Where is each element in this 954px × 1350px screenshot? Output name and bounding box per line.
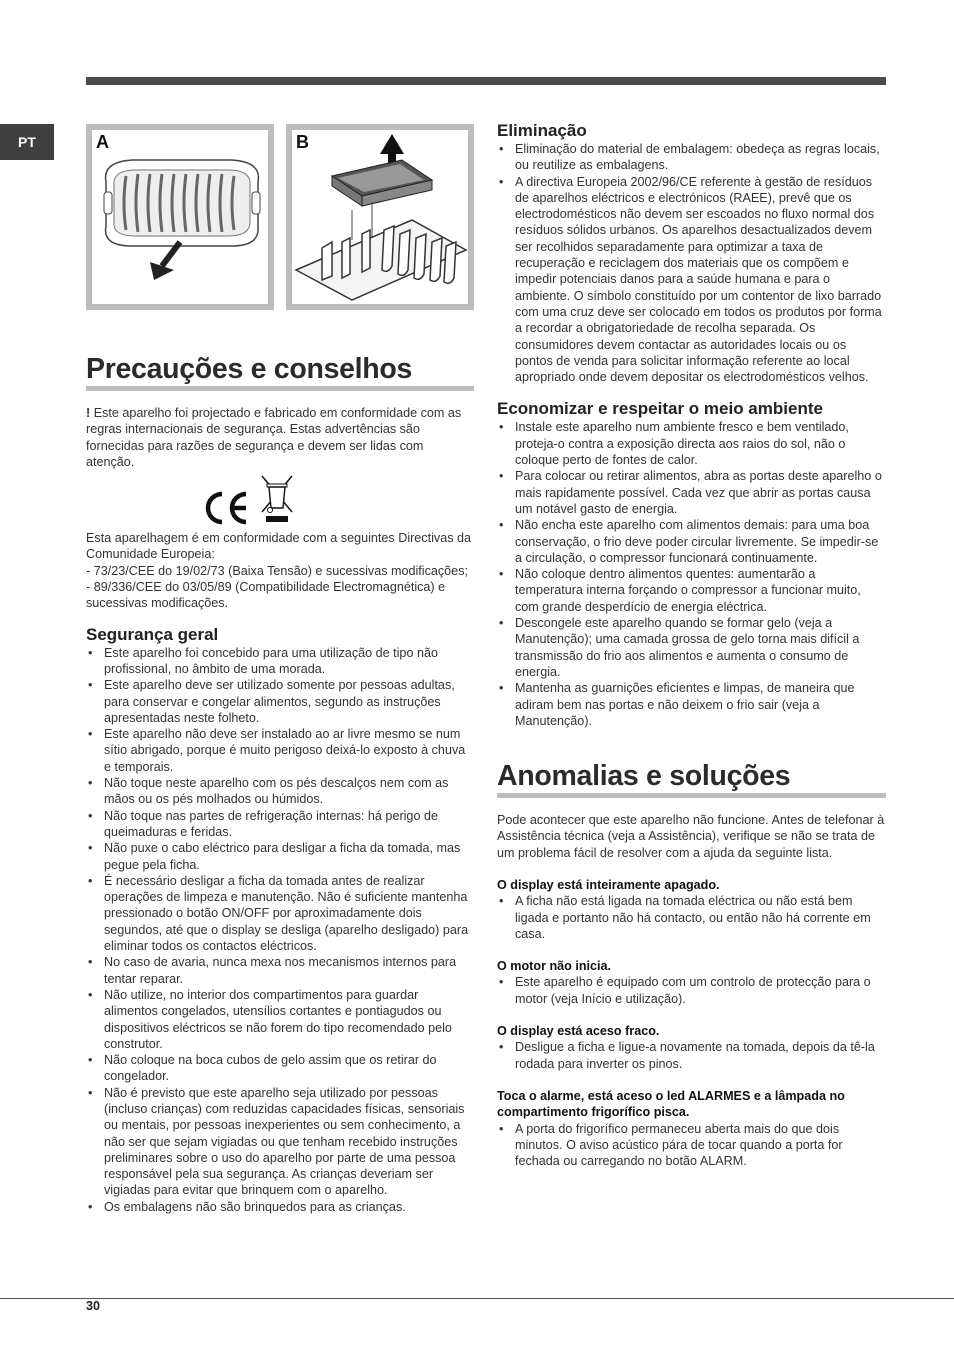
list-item: • No caso de avaria, nunca mexa nos mecanismos internos para tentar reparar. xyxy=(86,954,474,987)
figure-a xyxy=(86,124,274,310)
anomalies-intro: Pode acontecer que este aparelho não funcione. Antes de telefonar à Assistência técnica (veja a Assistência), verifique se não se trata de um problema fácil de resolver com a ajuda da seguinte lista. xyxy=(497,813,885,860)
page-number: 30 xyxy=(86,1299,101,1313)
warning-mark: ! xyxy=(86,406,91,420)
list-item: • Este aparelho deve ser utilizado somente por pessoas adultas, para conservar e congelar alimentos, segundo as instruções apresentadas neste folheto. xyxy=(86,677,474,726)
list-item: • Não puxe o cabo eléctrico para desligar a ficha da tomada, mas pegue pela ficha. xyxy=(86,840,474,873)
list-item: • Os embalagens não são brinquedos para as crianças. xyxy=(86,1199,474,1215)
filter-replacement-illustration xyxy=(292,130,468,304)
figure-b-label: B xyxy=(296,132,309,152)
issue-title: O motor não inicia. xyxy=(497,959,612,974)
list-item: • Não toque nas partes de refrigeração internas: há perigo de queimaduras e feridas. xyxy=(86,808,474,841)
safety-list xyxy=(86,645,474,1215)
intro-paragraph xyxy=(86,405,474,470)
list-item: • Para colocar ou retirar alimentos, abra as portas deste aparelho o mais rapidamente possível. Cada vez que abrir as portas causa um notável gasto de energia. xyxy=(497,468,886,517)
list-item: • A directiva Europeia 2002/96/CE referente à gestão de resíduos de aparelhos eléctricos e electrónicos (RAEE), prevê que os electrodomésticos não devem ser escoados no fluxo normal dos resíduos sólidos urbanos. Os aparelhos desactualizados devem ser recolhidos separadamente para optimizar a taxa de recuperação e reciclagem dos materiais que os compõem e impedir potenciais danos para a saúde humana e para o ambiente. O símbolo constituído por um contentor de lixo barrado com uma cruz deve ser colocado em todos os produtos por forma a recordar a obrigatoriedade de recolha separada. Os consumidores devem contactar as autoridades locais ou os pontos de venda para solicitar informação referente ao local apropriado onde devem depositar os electrodomésticos velhos. xyxy=(497,174,886,386)
issue-list xyxy=(497,1039,886,1072)
conformity-line: - 89/336/CEE do 03/05/89 (Compatibilidade Electromagnética) e sucessivas modificações. xyxy=(86,580,446,611)
crossed-bin-icon xyxy=(258,474,296,524)
ce-mark-icon xyxy=(200,488,252,528)
issue-title: Toca o alarme, está aceso o led ALARMES e a lâmpada no compartimento frigorífico pisca. xyxy=(497,1088,845,1120)
list-item: • A porta do frigorífico permaneceu aberta mais do que dois minutos. O aviso acústico pára de tocar quando a porta for fechada ou carregando no botão ALARM. xyxy=(497,1121,886,1170)
right-column xyxy=(497,121,886,1169)
list-item: • Descongele este aparelho quando se formar gelo (veja a Manutenção); uma camada grossa de gelo torna mais difícil a transmissão do frio aos alimentos e aumenta o consumo de energia. xyxy=(497,615,886,680)
section-title-anomalies: Anomalias e soluções xyxy=(497,759,886,798)
conformity-line: Esta aparelhagem é em conformidade com a seguintes Directivas da Comunidade Europeia: xyxy=(86,531,472,562)
list-item: • Não encha este aparelho com alimentos demais: para uma boa conservação, o frio deve poder circular livremente. Se impedir-se a circulação, o compressor funcionará continuamente. xyxy=(497,517,886,566)
section-heading-disposal: Eliminação xyxy=(497,121,587,140)
language-tab: PT xyxy=(0,124,54,160)
issue-list xyxy=(497,974,886,1007)
list-item: • Não coloque na boca cubos de gelo assim que os retirar do congelador. xyxy=(86,1052,474,1085)
section-heading-safety: Segurança geral xyxy=(86,624,219,644)
issue-list xyxy=(497,1121,886,1170)
left-column xyxy=(86,352,474,1215)
section-heading-energy: Economizar e respeitar o meio ambiente xyxy=(497,399,823,419)
grille-removal-illustration xyxy=(92,130,268,304)
header-bar xyxy=(86,77,886,85)
list-item: • É necessário desligar a ficha da tomada antes de realizar operações de limpeza e manutenção. Não é suficiente mantenha pressionado o botão ON/OFF por aproximadamente dois segundos, até que o display se desliga (aparelho desligado) para eliminar todos os contactos eléctricos. xyxy=(86,873,474,954)
list-item: • Instale este aparelho num ambiente fresco e bem ventilado, proteja-o contra a exposição directa aos raios do sol, não o coloque perto de fontes de calor. xyxy=(497,419,886,468)
intro-text: Este aparelho foi projectado e fabricado em conformidade com as regras internacionais de segurança. Estas advertências são fornecidas para razões de segurança e devem ser lidas com atenção. xyxy=(86,406,462,469)
issue-title: O display está inteiramente apagado. xyxy=(497,877,720,892)
figure-b xyxy=(286,124,474,310)
list-item: • Não toque neste aparelho com os pés descalços nem com as mãos ou os pés molhados ou húmidos. xyxy=(86,775,474,808)
section-title-precautions: Precauções e conselhos xyxy=(86,352,474,391)
list-item: • Não utilize, no interior dos compartimentos para guardar alimentos congelados, utensílios cortantes e pontiagudos ou dispositivos eléctricos se não forem do tipo recomendado pelo construtor. xyxy=(86,987,474,1052)
list-item: • Este aparelho foi concebido para uma utilização de tipo não profissional, no âmbito de uma morada. xyxy=(86,645,474,678)
list-item: • Este aparelho é equipado com um controlo de protecção para o motor (veja Início e utilização). xyxy=(497,974,886,1007)
list-item: • Mantenha as guarnições eficientes e limpas, de maneira que adiram bem nas portas e não deixem o frio sair (veja a Manutenção). xyxy=(497,680,886,729)
certification-marks xyxy=(86,474,474,530)
issue-list xyxy=(497,893,886,942)
list-item: • Eliminação do material de embalagem: obedeça as regras locais, ou reutilize as embalagens. xyxy=(497,141,886,174)
disposal-list xyxy=(497,141,886,385)
footer-rule xyxy=(0,1298,954,1299)
list-item: • Desligue a ficha e ligue-a novamente na tomada, depois da tê-la rodada para inverter os pinos. xyxy=(497,1039,886,1072)
list-item: • Não é previsto que este aparelho seja utilizado por pessoas (incluso crianças) com reduzidas capacidades físicas, sensoriais ou mentais, por pessoas inexperientes ou sem conhecimento, a não ser que sejam vigiadas ou que tenham recebido instruções preliminares sobre o uso do aparelho por parte de uma pessoa responsável pela sua segurança. As crianças deveriam ser vigiadas para evitar que brinquem com o aparelho. xyxy=(86,1085,474,1199)
issue-title: O display está aceso fraco. xyxy=(497,1024,660,1039)
energy-list xyxy=(497,419,886,729)
list-item: • Este aparelho não deve ser instalado ao ar livre mesmo se num sítio abrigado, porque é muito perigoso deixá-lo exposto à chuva e temporais. xyxy=(86,726,474,775)
conformity-line: - 73/23/CEE do 19/02/73 (Baixa Tensão) e sucessivas modificações; xyxy=(86,563,468,578)
list-item: • Não coloque dentro alimentos quentes: aumentarão a temperatura interna forçando o compressor a funcionar muito, com grande desperdício de energia eléctrica. xyxy=(497,566,886,615)
figure-a-label: A xyxy=(96,132,109,152)
list-item: • A ficha não está ligada na tomada eléctrica ou não está bem ligada e portanto não há contacto, ou então não há corrente em casa. xyxy=(497,893,886,942)
